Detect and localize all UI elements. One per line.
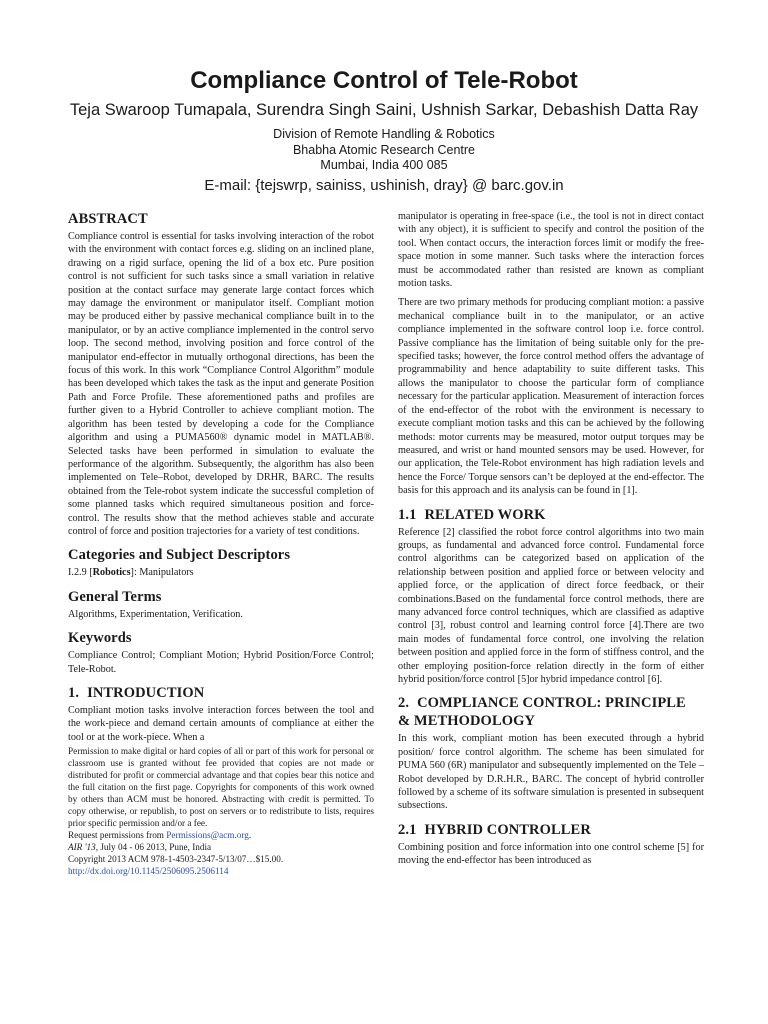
keywords-text: Compliance Control; Compliant Motion; Hybrid Position/Force Control; Tele-Robot. [68,650,374,675]
related-work-title: RELATED WORK [424,506,546,523]
permission-notice [68,745,374,877]
paper-title: Compliance Control of Tele-Robot [190,67,578,94]
conference-name: AIR '13 [68,842,96,853]
copyright-line: Copyright 2013 ACM 978-1-4503-2347-5/13/07…$15.00. [68,854,284,865]
hybrid-controller-number: 2.1 [398,821,417,838]
paper-header [0,66,768,195]
categories-heading: Categories and Subject Descriptors [68,547,291,564]
categories-text [68,566,374,579]
categories-code: I.2.9 [ [68,567,93,579]
conference-details: , July 04 - 06 2013, Pune, India [95,842,212,853]
related-work-heading [398,506,704,524]
request-permissions [68,829,374,841]
general-terms-text: Algorithms, Experimentation, Verification. [68,608,243,620]
doi-link[interactable]: http://dx.doi.org/10.1145/2506095.2506114 [68,866,229,877]
left-column [68,210,374,877]
section2-title-line2: & METHODOLOGY [398,713,536,730]
request-end: . [248,830,252,841]
introduction-title: INTRODUCTION [87,684,205,701]
hybrid-controller-title: HYBRID CONTROLLER [424,821,591,838]
keywords-heading: Keywords [68,630,132,647]
affiliation-address: Mumbai, India 400 085 [320,158,448,172]
introduction-heading [68,684,374,702]
general-terms-heading: General Terms [68,588,162,605]
author-list: Teja Swaroop Tumapala, Surendra Singh Saini, Ushnish Sarkar, Debashish Datta Ray [69,101,699,119]
introduction-number: 1. [68,684,80,701]
affiliation-block [0,127,768,174]
related-work-text: Reference [2] classified the robot force control algorithms into two main groups, as fundamental and advanced force control. Fundamental force control algorithms can be categorized based on application of the relationship between position and applied force or between velocity and applied force, or the application of direct force feedback, or their combinations.Based on the fundamental force control methods, there are many advanced force control techniques, which are classified as adaptive control [3], robust control and learning control force [4].There are two main modes of fundamental force control, one involving the relation between position and applied force in the form of stiffness control, and the other employing position-force relation directly in the form of either hybrid position/force control [5]or hybrid impedance control [6]. [398,526,704,685]
hybrid-controller-heading [398,821,704,839]
abstract-text: Compliance control is essential for tasks involving interaction of the robot with the environment with contact forces e.g. sliding on an inclined plane, drawing on a rigid surface, opening the lid of a box etc. Pure position control is not sufficient for such tasks since a small variation in relative position at the contact surface may generate large contact forces which may damage the environment or manipulator itself. Compliant motion may be produced either by passive mechanical compliance built in to the manipulator, or by an active compliance implemented in the control servo loop. The second method, involving position and force control of the manipulator end-effector in mutually orthogonal directions, has been the focus of this work. In this work “Compliance Control Algorithm” module has been developed which takes the task as the input and generate Position Path and Force Profile. These aforementioned paths and profiles are further given to a Hybrid Controller to achieve compliant motion. The algorithm has been tested by developing a code for the Compliance algorithm and using a PUMA560® dynamic model in MATLAB®. Selected tasks have been performed in simulation to evaluate the performance of the algorithm. Subsequently, the algorithm has also been implemented on Tele–Robot, developed by DRHR, BARC. The results obtained from the Tele-robot system indicate the successful completion of some planned tasks which required simultaneous position and force-control. The results show that the method achieves stable and accurate control of force and position trajectories for a variety of test conditions. [68,231,374,537]
categories-robotics: Robotics [92,567,131,579]
section2-heading [398,694,704,730]
conference-line [68,841,374,853]
section2-number: 2. [398,695,410,712]
request-text: Request permissions from [68,830,167,841]
related-work-number: 1.1 [398,506,417,523]
permissions-email-link[interactable]: Permissions@acm.org [166,830,249,841]
compliant-methods-text: There are two primary methods for producing compliant motion: a passive mechanical compliance built in to the manipulator, or an active compliance implemented in the software control loop i.e. force control. Passive compliance has the limitation of being suitable only for the pre-specified tasks; however, the force control method offers the advantage of programmability and hence adaptability to suite different tasks. This allows the manipulator to choose the particular form of compliance necessary for the particular application. Measurement of interaction forces of the end-effector of the robot with the environment is necessary to execute compliant motion tasks and this can be achieved by the following methods: motor currents may be measured, motor output torques may be measured, and wrist or hand mounted sensors may be used. However, for our application, the Tele-Robot environment has high radiation levels and hence the Force/ Torque sensors can’t be deployed at the end-effector. The basis for this approach and its analysis can be found in [1]. [398,297,704,497]
abstract-heading: ABSTRACT [68,211,148,227]
categories-rest: ]: Manipulators [130,567,194,579]
affiliation-division: Division of Remote Handling & Robotics [273,127,495,141]
right-column [398,210,704,874]
section2-text: In this work, compliant motion has been executed through a hybrid position/ force control algorithm. The scheme has been simulated for PUMA 560 (6R) manipulator and subsequently implemented on the Tele – Robot developed by D.R.H.R., BARC. The concept of hybrid controller followed by a scheme of its software simulation is presented in subsequent subsections. [398,733,704,812]
section2-title-line1: COMPLIANCE CONTROL: PRINCIPLE [417,695,686,712]
intro-continued-text: manipulator is operating in free-space (i.e., the tool is not in direct contact with any object), it is sufficient to specify and control the position of the tool. When contact occurs, the interaction forces limit or modify the free-space motion in some manner. Such tasks where the interaction forces must be accommodated rather than resisted are known as compliant motion tasks. [398,211,704,290]
affiliation-institution: Bhabha Atomic Research Centre [292,142,476,157]
introduction-text: Compliant motion tasks involve interaction forces between the tool and the work-piece and demand certain amounts of compliance at either the tool or at the work-piece. When a [68,704,374,743]
author-email: E-mail: {tejswrp, sainiss, ushinish, dray} @ barc.gov.in [204,176,564,194]
hybrid-controller-text: Combining position and force information into one control scheme [5] for moving the end-effector has been introduced as [398,841,704,867]
permission-text: Permission to make digital or hard copies of all or part of this work for personal or classroom use is granted without fee provided that copies are not made or distributed for profit or commercial advantage and that copies bear this notice and the full citation on the first page. Copyrights for components of this work owned by others than ACM must be honored. Abstracting with credit is permitted. To copy otherwise, or republish, to post on servers or to redistribute to lists, requires prior specific permission and/or a fee. [68,746,374,829]
